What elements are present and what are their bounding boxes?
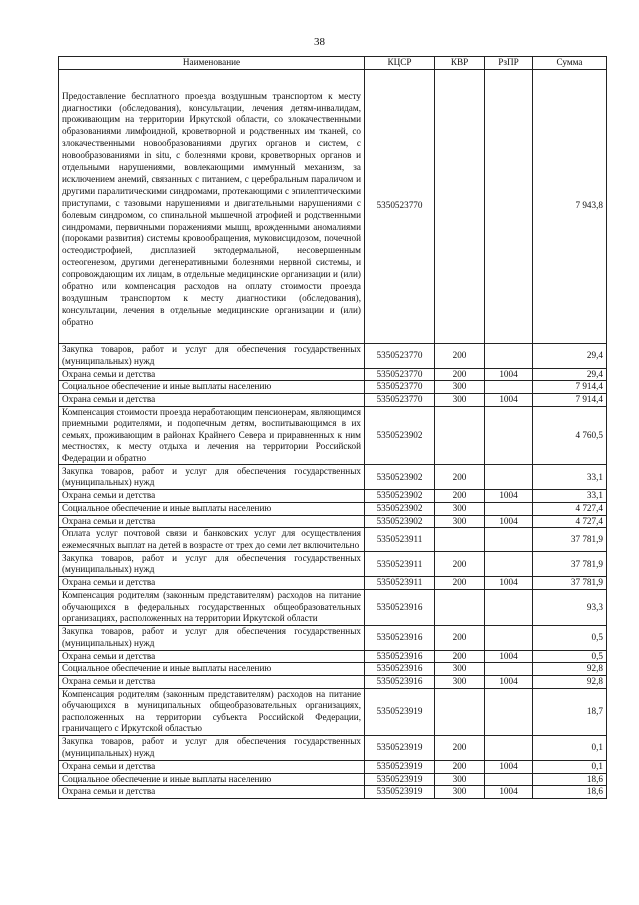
cell-kcsr: 5350523916	[365, 625, 435, 650]
page-number: 38	[314, 36, 325, 48]
cell-name: Охрана семьи и детства	[59, 515, 365, 528]
table-row	[59, 528, 607, 552]
cell-name: Компенсация родителям (законным представителям) расходов на питание обучающихся в муниципальных общеобразовательных организациях, расположенных на территории субъекта Российской Федерации, граничащего с Иркутской областью	[59, 688, 365, 735]
cell-name: Охрана семьи и детства	[59, 577, 365, 590]
cell-rzpr	[485, 381, 533, 394]
cell-sum: 92,8	[533, 663, 607, 676]
cell-name: Предоставление бесплатного проезда воздушным транспортом к месту диагностики (обследования), консультации, лечения детям-инвалидам, проживающим на территории Иркутской области, со злокачественными образованиями лимфоидной, кроветворной и родственных им тканей, со злокачественными новообразованиями других органов и систем, с новообразованиями in situ, с болезнями крови, кроветворных органов и отдельными нарушениями, вовлекающими иммунный механизм, за исключением анемий, связанных с питанием, с церебральным параличом и другими паралитическими синдромами, протекающими с эпилептическими приступами, с тазовыми нарушениями и двигательными нарушениями с болевым синдромом, со спинальной мышечной атрофией и родственными синдромами, первичными поражениями мышц, врожденными аномалиями (пороками развития) системы кровообращения, муковисцидозом, почечной остеодистрофией, дисплазией эктодермальной, несовершенным остеогенезом, другими дегенеративными болезнями нервной системы, и сопровождающим их лицам, в отдельные медицинские организации и (или) обратно или компенсация расходов на оплату стоимости проезда воздушным транспортом к месту диагностики (обследования), консультации, лечения в отдельные медицинские организации и (или) обратно	[59, 69, 365, 343]
cell-kcsr: 5350523911	[365, 552, 435, 577]
header-sum: Сумма	[533, 57, 607, 70]
cell-sum: 29,4	[533, 368, 607, 381]
table-row	[59, 393, 607, 406]
cell-kvr: 300	[435, 773, 485, 786]
cell-kvr	[435, 406, 485, 465]
cell-name: Социальное обеспечение и иные выплаты населению	[59, 503, 365, 516]
cell-sum: 37 781,9	[533, 552, 607, 577]
table-row	[59, 735, 607, 760]
cell-kvr: 200	[435, 465, 485, 490]
cell-rzpr: 1004	[485, 515, 533, 528]
cell-rzpr	[485, 503, 533, 516]
cell-rzpr	[485, 663, 533, 676]
cell-sum: 18,6	[533, 773, 607, 786]
cell-name: Охрана семьи и детства	[59, 760, 365, 773]
table-row	[59, 676, 607, 689]
cell-sum: 4 727,4	[533, 515, 607, 528]
cell-kvr: 200	[435, 735, 485, 760]
header-name: Наименование	[59, 57, 365, 70]
cell-kvr: 200	[435, 650, 485, 663]
cell-name: Охрана семьи и детства	[59, 676, 365, 689]
cell-kvr: 200	[435, 343, 485, 368]
cell-sum: 33,1	[533, 465, 607, 490]
cell-kvr: 300	[435, 381, 485, 394]
cell-kcsr: 5350523902	[365, 515, 435, 528]
cell-kcsr: 5350523770	[365, 381, 435, 394]
cell-name: Социальное обеспечение и иные выплаты населению	[59, 773, 365, 786]
cell-kcsr: 5350523902	[365, 490, 435, 503]
cell-kvr: 300	[435, 393, 485, 406]
cell-sum: 18,6	[533, 786, 607, 799]
table-body	[59, 69, 607, 798]
cell-rzpr	[485, 590, 533, 626]
cell-kcsr: 5350523916	[365, 676, 435, 689]
cell-kvr: 200	[435, 490, 485, 503]
table-row	[59, 381, 607, 394]
header-kcsr: КЦСР	[365, 57, 435, 70]
cell-name: Компенсация стоимости проезда неработающим пенсионерам, являющимся приемными родителями, и подопечным детям, воспитывающимся в их семьях, проживающим в районах Крайнего Севера и приравненных к ним местностях, к месту отдыха и лечения на территории Российской Федерации и обратно	[59, 406, 365, 465]
cell-name: Охрана семьи и детства	[59, 650, 365, 663]
cell-kcsr: 5350523902	[365, 465, 435, 490]
table-row	[59, 650, 607, 663]
cell-name: Социальное обеспечение и иные выплаты населению	[59, 663, 365, 676]
cell-sum: 18,7	[533, 688, 607, 735]
cell-rzpr: 1004	[485, 393, 533, 406]
header-rzpr: РзПР	[485, 57, 533, 70]
cell-kcsr: 5350523770	[365, 69, 435, 343]
table-row	[59, 490, 607, 503]
table-row	[59, 503, 607, 516]
table-row	[59, 69, 607, 343]
cell-name: Социальное обеспечение и иные выплаты населению	[59, 381, 365, 394]
table-row	[59, 663, 607, 676]
cell-rzpr: 1004	[485, 650, 533, 663]
table-row	[59, 688, 607, 735]
budget-table	[58, 56, 607, 799]
cell-kvr: 300	[435, 676, 485, 689]
cell-sum: 93,3	[533, 590, 607, 626]
cell-kvr: 200	[435, 368, 485, 381]
cell-rzpr: 1004	[485, 577, 533, 590]
cell-name: Компенсация родителям (законным представителям) расходов на питание обучающихся в федеральных государственных общеобразовательных организациях, расположенных на территории Иркутской области	[59, 590, 365, 626]
cell-kcsr: 5350523911	[365, 577, 435, 590]
cell-sum: 29,4	[533, 343, 607, 368]
table-row	[59, 786, 607, 799]
cell-sum: 37 781,9	[533, 577, 607, 590]
cell-name: Охрана семьи и детства	[59, 368, 365, 381]
table-header-row	[59, 57, 607, 70]
table-row	[59, 515, 607, 528]
cell-rzpr	[485, 773, 533, 786]
cell-sum: 0,1	[533, 760, 607, 773]
cell-sum: 4 760,5	[533, 406, 607, 465]
cell-kvr	[435, 69, 485, 343]
table-row	[59, 406, 607, 465]
cell-kvr	[435, 528, 485, 552]
cell-name: Закупка товаров, работ и услуг для обеспечения государственных (муниципальных) нужд	[59, 735, 365, 760]
cell-kcsr: 5350523919	[365, 786, 435, 799]
cell-rzpr	[485, 552, 533, 577]
table-row	[59, 577, 607, 590]
cell-sum: 0,5	[533, 650, 607, 663]
cell-kvr: 300	[435, 786, 485, 799]
cell-name: Закупка товаров, работ и услуг для обеспечения государственных (муниципальных) нужд	[59, 343, 365, 368]
cell-rzpr: 1004	[485, 490, 533, 503]
table-row	[59, 552, 607, 577]
cell-rzpr: 1004	[485, 786, 533, 799]
cell-kcsr: 5350523919	[365, 735, 435, 760]
table-row	[59, 368, 607, 381]
table-row	[59, 773, 607, 786]
cell-rzpr	[485, 625, 533, 650]
cell-rzpr	[485, 406, 533, 465]
cell-sum: 7 914,4	[533, 381, 607, 394]
cell-name: Оплата услуг почтовой связи и банковских услуг для осуществления ежемесячных выплат на детей в возрасте от трех до семи лет включительно	[59, 528, 365, 552]
cell-kcsr: 5350523916	[365, 590, 435, 626]
cell-kcsr: 5350523902	[365, 503, 435, 516]
cell-rzpr: 1004	[485, 676, 533, 689]
cell-kcsr: 5350523770	[365, 393, 435, 406]
cell-kcsr: 5350523916	[365, 650, 435, 663]
cell-kvr: 200	[435, 577, 485, 590]
table-row	[59, 465, 607, 490]
cell-kvr: 300	[435, 515, 485, 528]
cell-sum: 37 781,9	[533, 528, 607, 552]
table-row	[59, 590, 607, 626]
cell-rzpr	[485, 69, 533, 343]
cell-kvr: 200	[435, 625, 485, 650]
cell-kcsr: 5350523902	[365, 406, 435, 465]
cell-sum: 7 943,8	[533, 69, 607, 343]
cell-name: Охрана семьи и детства	[59, 490, 365, 503]
cell-sum: 0,5	[533, 625, 607, 650]
cell-kvr	[435, 688, 485, 735]
cell-kvr	[435, 590, 485, 626]
cell-kcsr: 5350523919	[365, 760, 435, 773]
cell-kcsr: 5350523916	[365, 663, 435, 676]
cell-kcsr: 5350523919	[365, 773, 435, 786]
table-row	[59, 760, 607, 773]
cell-kvr: 300	[435, 663, 485, 676]
cell-rzpr: 1004	[485, 368, 533, 381]
cell-name: Закупка товаров, работ и услуг для обеспечения государственных (муниципальных) нужд	[59, 465, 365, 490]
cell-sum: 0,1	[533, 735, 607, 760]
cell-rzpr	[485, 343, 533, 368]
cell-rzpr	[485, 528, 533, 552]
table-row	[59, 343, 607, 368]
cell-rzpr	[485, 688, 533, 735]
cell-sum: 4 727,4	[533, 503, 607, 516]
cell-sum: 33,1	[533, 490, 607, 503]
cell-kcsr: 5350523911	[365, 528, 435, 552]
cell-kcsr: 5350523919	[365, 688, 435, 735]
cell-sum: 7 914,4	[533, 393, 607, 406]
cell-kvr: 200	[435, 552, 485, 577]
cell-kvr: 300	[435, 503, 485, 516]
cell-rzpr: 1004	[485, 760, 533, 773]
cell-kvr: 200	[435, 760, 485, 773]
cell-sum: 92,8	[533, 676, 607, 689]
cell-name: Охрана семьи и детства	[59, 786, 365, 799]
cell-kcsr: 5350523770	[365, 368, 435, 381]
table-row	[59, 625, 607, 650]
header-kvr: КВР	[435, 57, 485, 70]
cell-name: Охрана семьи и детства	[59, 393, 365, 406]
cell-rzpr	[485, 735, 533, 760]
cell-kcsr: 5350523770	[365, 343, 435, 368]
cell-name: Закупка товаров, работ и услуг для обеспечения государственных (муниципальных) нужд	[59, 552, 365, 577]
cell-rzpr	[485, 465, 533, 490]
cell-name: Закупка товаров, работ и услуг для обеспечения государственных (муниципальных) нужд	[59, 625, 365, 650]
